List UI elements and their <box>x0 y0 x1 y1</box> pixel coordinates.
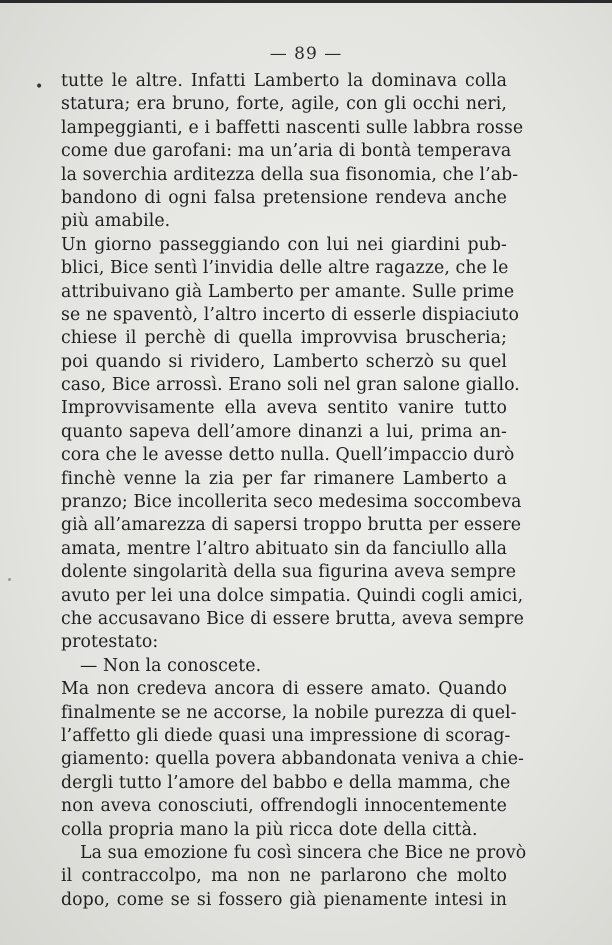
text-line: pranzo; Bice incollerita seco medesima soccombeva <box>61 492 522 513</box>
text-line: come due garofani: ma un’aria di bontà temperava <box>61 141 512 162</box>
margin-dot: • <box>35 79 44 95</box>
text-line: già all’amarezza di sapersi troppo brutta per essere <box>61 515 522 536</box>
text-line: — Non la conoscete. <box>80 655 262 676</box>
text-line: l’affetto gli diede quasi una impressione di scorag- <box>61 725 511 746</box>
text-line: poi quando si rividero, Lamberto scherzò su quel <box>61 351 507 372</box>
text-line: La sua emozione fu così sincera che Bice ne provò <box>80 842 527 863</box>
body-text <box>61 70 527 912</box>
page-number: — 89 — <box>269 44 343 64</box>
text-line: il contraccolpo, ma non ne parlarono che molto <box>61 866 507 887</box>
margin-speck <box>8 578 11 581</box>
text-line: protestato: <box>61 632 159 653</box>
text-line: blici, Bice sentì l’invidia delle altre ragazze, che le <box>61 258 509 279</box>
text-line: più amabile. <box>61 211 171 232</box>
text-line: Improvvisamente ella aveva sentito vanire tutto <box>61 398 507 419</box>
text-line: colla propria mano la più ricca dote della città. <box>61 819 478 840</box>
text-line: Ma non credeva ancora di essere amato. Quando <box>61 679 507 700</box>
text-line: dopo, come se si fossero già pienamente intesi in <box>61 889 507 910</box>
text-line: quanto sapeva dell’amore dinanzi a lui, prima an- <box>61 421 507 442</box>
text-line: cora che le avesse detto nulla. Quell’impaccio durò <box>61 445 515 466</box>
text-line: che accusavano Bice di essere brutta, aveva sempre <box>61 608 524 629</box>
text-line: amata, mentre l’altro abituato sin da fanciullo alla <box>61 538 507 559</box>
text-line: statura; era bruno, forte, agile, con gli occhi neri, <box>61 94 507 115</box>
text-line: la soverchia arditezza della sua fisonomia, che l’ab- <box>61 164 519 185</box>
text-line: tutte le altre. Infatti Lamberto la dominava colla <box>61 71 507 91</box>
text-line: bandono di ogni falsa pretensione rendeva anche <box>61 187 507 208</box>
text-line: Un giorno passeggiando con lui nei giardini pub- <box>61 234 507 255</box>
text-line: attribuivano già Lamberto per amante. Sulle prime <box>61 281 515 302</box>
text-line: dergli tutto l’amore del babbo e della mamma, che <box>61 772 511 793</box>
text-line: dolente singolarità della sua figurina aveva sempre <box>61 562 517 583</box>
text-line: chiese il perchè di quella improvvisa bruscheria; <box>61 328 507 349</box>
text-line: se ne spaventò, l’altro incerto di esserle dispiaciuto <box>61 304 519 325</box>
text-line: avuto per lei una dolce simpatia. Quindi cogli amici, <box>61 585 524 606</box>
text-line: giamento: quella povera abbandonata veniva a chie- <box>61 749 524 770</box>
text-line: caso, Bice arrossì. Erano soli nel gran salone giallo. <box>61 375 520 396</box>
text-line: finchè venne la zia per far rimanere Lamberto a <box>61 468 507 489</box>
text-line: finalmente se ne accorse, la nobile purezza di quel- <box>61 702 517 723</box>
text-line: lampeggianti, e i baffetti nascenti sulle labbra rosse <box>61 117 524 138</box>
text-line: non aveva conosciuti, offrendogli innocentemente <box>61 796 507 817</box>
